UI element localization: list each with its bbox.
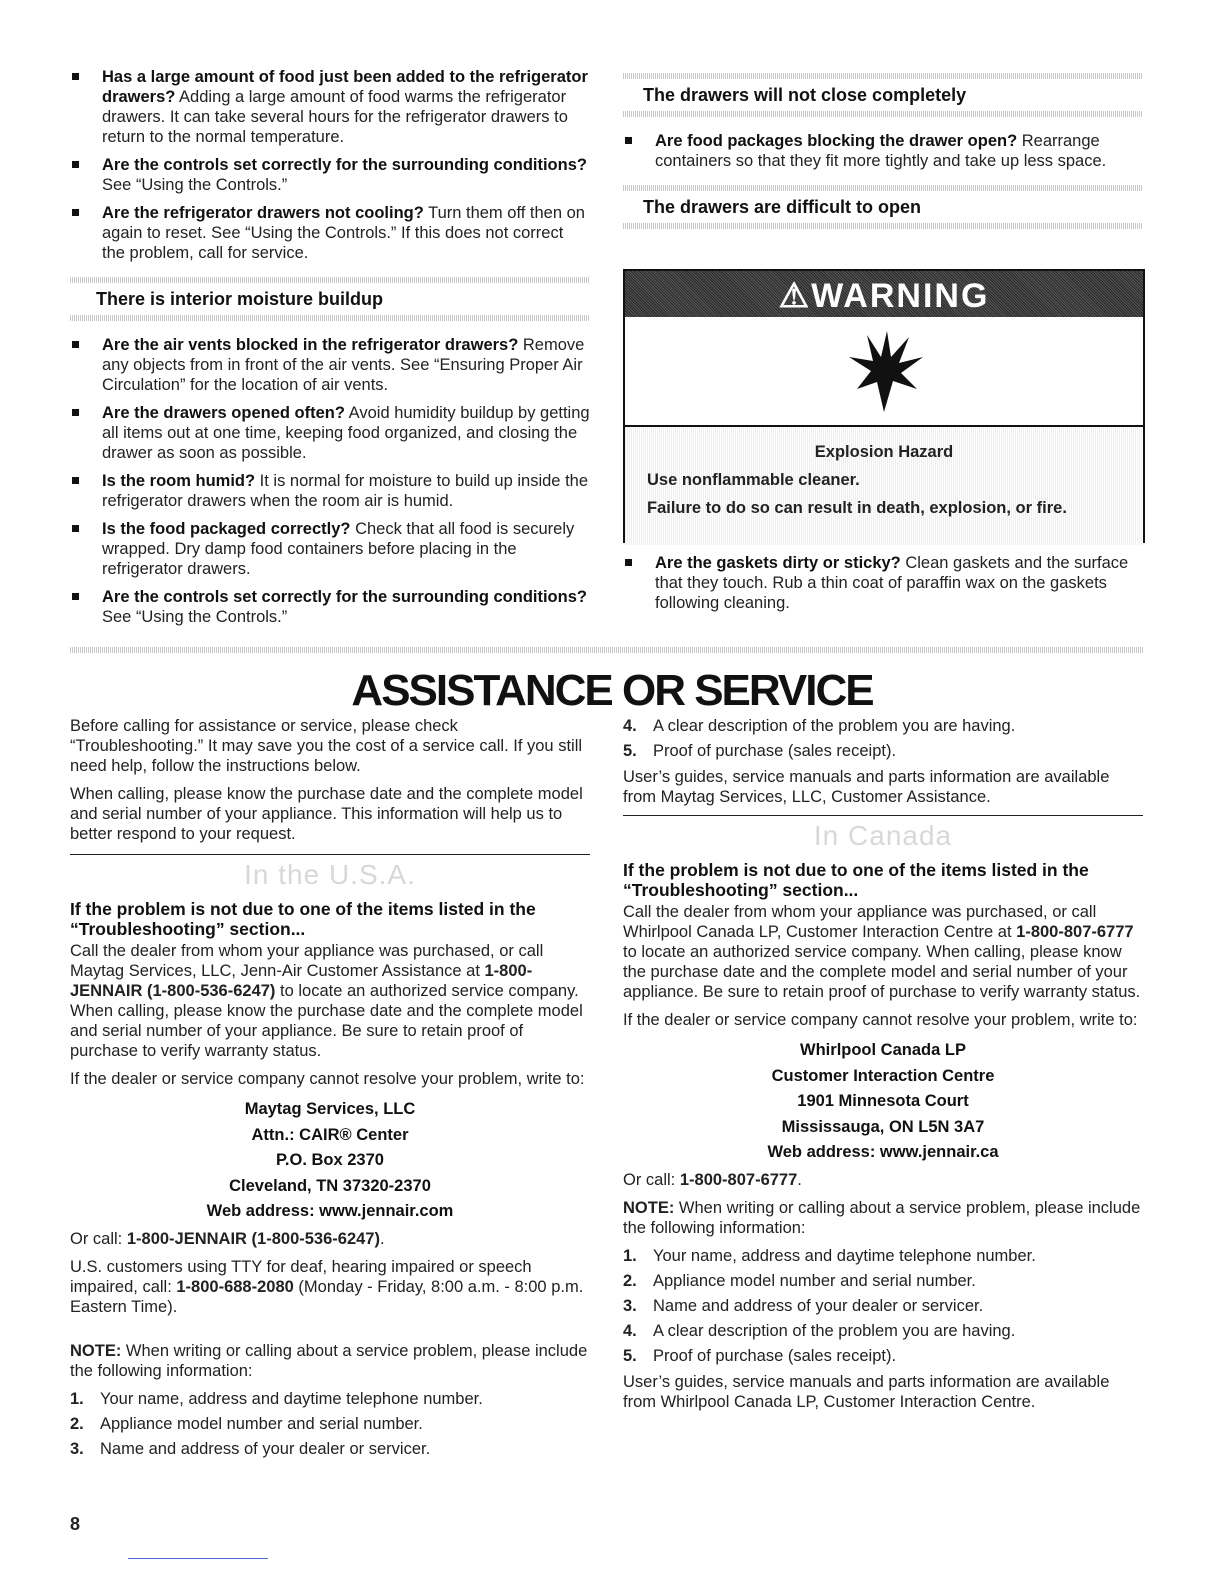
bullet-item: Is the food packaged correctly? Check that all food is securely wrapped. Dry damp food containers before placing in the refrigerator drawers. (70, 519, 590, 579)
list-item: 4. A clear description of the problem you are having. (623, 717, 1016, 735)
right-top-column (623, 73, 1143, 229)
usa-info-list (70, 1389, 590, 1459)
bullet-square-icon (72, 73, 79, 80)
warning-text (625, 427, 1143, 545)
left-top-column (70, 67, 590, 635)
bottom-link-line (128, 1558, 268, 1559)
bullet-item: Are the controls set correctly for the surrounding conditions? See “Using the Controls.” (70, 155, 590, 195)
bullet-item: Are the air vents blocked in the refrigerator drawers? Remove any objects from in front of the air vents. See “Ensuring Proper Air Circulation” for the location of air vents. (70, 335, 590, 395)
canada-web-address: Web address: www.jennair.ca (767, 1143, 999, 1161)
canada-title: In Canada (813, 820, 953, 851)
list-item: 1. Your name, address and daytime telephone number. (623, 1246, 1036, 1265)
bullet-square-icon (72, 161, 79, 168)
usa-title: In the U.S.A. (244, 859, 416, 890)
usa-orcall: Or call: 1-800-JENNAIR (1-800-536-6247). (70, 1229, 385, 1248)
usa-phone: 1-800-JENNAIR (1-800-536-6247) (70, 962, 533, 1000)
explosion-icon (839, 327, 929, 417)
bullet-item: Are the controls set correctly for the surrounding conditions? See “Using the Controls.” (70, 587, 590, 627)
bullet-square-icon (72, 209, 79, 216)
divider-hatch (623, 223, 1143, 229)
warning-header: ⚠WARNING (625, 271, 1143, 317)
canada-address: Whirlpool Canada LP Customer Interaction Centre 1901 Minnesota Court Mississauga, ON L5N 3A7 Web address: www.jennair.ca (623, 1038, 1143, 1166)
intro-paragraph-2: When calling, please know the purchase date and the complete model and serial number of your appliance. This information will help us to better respond to your request. (70, 785, 583, 843)
page-number: 8 (70, 1514, 81, 1534)
usa-call-paragraph: Call the dealer from whom your appliance was purchased, or call Maytag Services, LLC, Jenn-Air Customer Assistance at 1-800-JENNAIR (1-800-536-6247) to locate an authorized service company. When calling, please know the purchase date and the complete model and serial number of your appliance. Be sure to retain proof of purchase to verify warranty status. (70, 942, 583, 1060)
canada-guides-paragraph: User’s guides, service manuals and parts information are available from Whirlpool Canada LP, Customer Interaction Centre. (623, 1372, 1110, 1411)
bullet-item: Are the drawers opened often? Avoid humidity buildup by getting all items out at one time, keeping food organized, and closing the drawer as soon as possible. (70, 403, 590, 463)
bullet-item: Has a large amount of food just been added to the refrigerator drawers? Adding a large amount of food warms the refrigerator drawers. It can take several hours for the refrigerator drawers to return to the normal temperature. (70, 67, 590, 147)
section-title: ASSISTANCE OR SERVICE (351, 666, 873, 715)
gasket-bullet-block (623, 553, 1143, 621)
bullet-square-icon (72, 341, 79, 348)
hazard-title: Explosion Hazard (814, 443, 954, 461)
usa-heading: If the problem is not due to one of the items listed in the “Troubleshooting” section... (70, 899, 536, 939)
bullet-item: Is the room humid? It is normal for moisture to build up inside the refrigerator drawers when the room air is humid. (70, 471, 590, 511)
usa-address: Maytag Services, LLC Attn.: CAIR® Center P.O. Box 2370 Cleveland, TN 37320-2370 Web address: www.jennair.com (70, 1097, 590, 1225)
usa-write-paragraph: If the dealer or service company cannot resolve your problem, write to: (70, 1070, 585, 1088)
canada-orcall: Or call: 1-800-807-6777. (623, 1170, 802, 1189)
list-item: 3. Name and address of your dealer or servicer. (623, 1296, 984, 1315)
warning-icon-area (625, 317, 1143, 427)
bullet-square-icon (625, 559, 632, 566)
canada-info-list (623, 1246, 1143, 1366)
alert-triangle-icon: ⚠ (778, 277, 812, 315)
warning-box (623, 269, 1145, 543)
warning-line-2: Failure to do so can result in death, explosion, or fire. (647, 499, 1067, 517)
list-item: 2. Appliance model number and serial number. (70, 1414, 423, 1433)
divider-rule (623, 815, 1143, 816)
list-item: 5. Proof of purchase (sales receipt). (623, 742, 897, 760)
divider-hatch (70, 315, 590, 321)
divider-rule (70, 854, 590, 855)
bullet-square-icon (72, 525, 79, 532)
canada-write-paragraph: If the dealer or service company cannot resolve your problem, write to: (623, 1011, 1138, 1029)
right-bottom-column (623, 716, 1143, 1420)
left-bottom-column (70, 716, 590, 1465)
warning-line-1: Use nonflammable cleaner. (647, 471, 860, 489)
subsection-heading-moisture: There is interior moisture buildup (96, 289, 384, 309)
bullet-item: Are the gaskets dirty or sticky? Clean gaskets and the surface that they touch. Rub a thin coat of paraffin wax on the gaskets following cleaning. (623, 553, 1143, 613)
bullet-square-icon (72, 593, 79, 600)
subsection-heading-close: The drawers will not close completely (643, 85, 967, 105)
list-item: 5. Proof of purchase (sales receipt). (623, 1346, 897, 1365)
bullet-square-icon (72, 477, 79, 484)
list-item: 1. Your name, address and daytime telephone number. (70, 1389, 483, 1408)
list-item: 3. Name and address of your dealer or servicer. (70, 1439, 431, 1458)
subsection-heading-open: The drawers are difficult to open (643, 197, 922, 217)
bullet-item: Are food packages blocking the drawer open? Rearrange containers so that they fit more tightly and take up less space. (623, 131, 1143, 171)
usa-note: NOTE: When writing or calling about a service problem, please include the following information: (70, 1341, 588, 1380)
divider-hatch (623, 111, 1143, 117)
usa-tty-paragraph: U.S. customers using TTY for deaf, hearing impaired or speech impaired, call: 1-800-688-2080 (Monday - Friday, 8:00 a.m. - 8:00 p.m. Eastern Time). (70, 1257, 584, 1316)
maytag-guides-paragraph: User’s guides, service manuals and parts information are available from Maytag Services, LLC, Customer Assistance. (623, 768, 1110, 806)
intro-paragraph-1: Before calling for assistance or service, please check “Troubleshooting.” It may save you the cost of a service call. If you still need help, follow the instructions below. (70, 717, 583, 775)
bullet-item: Are the refrigerator drawers not cooling? Turn them off then on again to reset. See “Using the Controls.” If this does not correct the problem, call for service. (70, 203, 590, 263)
list-item: 2. Appliance model number and serial number. (623, 1271, 976, 1290)
canada-note: NOTE: When writing or calling about a service problem, please include the following information: (623, 1198, 1141, 1237)
intro-continued-list (623, 716, 1143, 761)
usa-web-address: Web address: www.jennair.com (206, 1202, 454, 1220)
canada-call-paragraph: Call the dealer from whom your appliance was purchased, or call Whirlpool Canada LP, Customer Interaction Centre at 1-800-807-6777 to locate an authorized service company. When calling, please know the purchase date and the complete model and serial number of your appliance. Be sure to retain proof of purchase to verify warranty status. (623, 903, 1141, 1001)
bullet-square-icon (72, 409, 79, 416)
section-divider-hatch (70, 647, 1143, 653)
canada-heading: If the problem is not due to one of the items listed in the “Troubleshooting” section... (623, 860, 1089, 900)
canada-phone: 1-800-807-6777 (1016, 923, 1134, 941)
list-item: 4. A clear description of the problem you are having. (623, 1321, 1016, 1340)
bullet-square-icon (625, 137, 632, 144)
